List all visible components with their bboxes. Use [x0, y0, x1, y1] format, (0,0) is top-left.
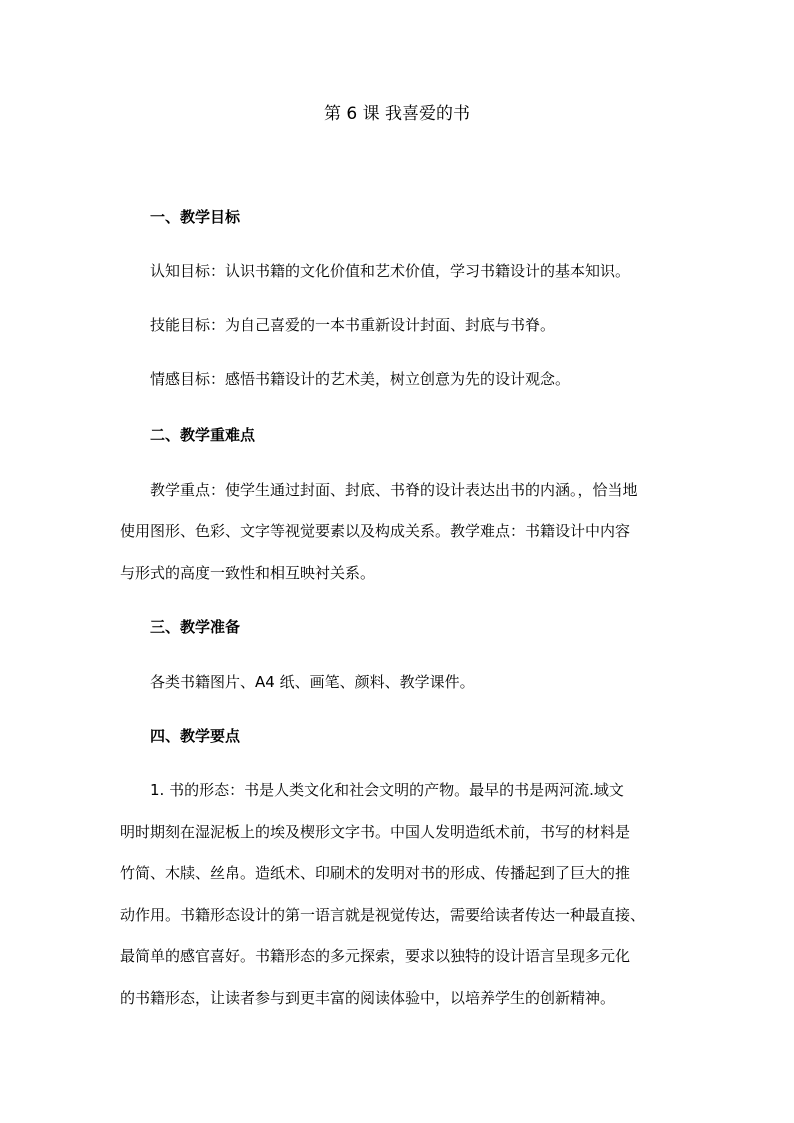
paragraph-book-form-line-3: 竹简、木牍、丝帛。造纸术、印刷术的发明对书的形成、传播起到了巨大的推 [120, 864, 631, 882]
paragraph-cognitive-goal: 认知目标：认识书籍的文化价值和艺术价值，学习书籍设计的基本知识。 [150, 262, 631, 280]
section-heading-preparation: 三、教学准备 [150, 618, 241, 636]
paragraph-book-form-line-6: 的书籍形态，让读者参与到更丰富的阅读体验中，以培养学生的创新精神。 [120, 989, 616, 1007]
paragraph-book-form-line-2: 明时期刻在湿泥板上的埃及楔形文字书。中国人发明造纸术前，书写的材料是 [120, 823, 631, 841]
section-heading-objectives: 一、教学目标 [150, 208, 241, 226]
paragraph-key-points-line-2: 使用图形、色彩、文字等视觉要素以及构成关系。教学难点：书籍设计中内容 [120, 522, 631, 540]
lesson-title: 第 6 课 我喜爱的书 [323, 104, 471, 124]
paragraph-book-form-line-1: 1. 书的形态：书是人类文化和社会文明的产物。最早的书是两河流.域文 [150, 781, 624, 799]
paragraph-key-points-line-1: 教学重点：使学生通过封面、封底、书脊的设计表达出书的内涵。，恰当地 [150, 481, 638, 499]
paragraph-skill-goal: 技能目标：为自己喜爱的一本书重新设计封面、封底与书脊。 [150, 316, 556, 334]
section-heading-teaching-points: 四、教学要点 [150, 727, 241, 745]
section-heading-key-points: 二、教学重难点 [150, 426, 256, 444]
paragraph-emotion-goal: 情感目标：感悟书籍设计的艺术美，树立创意为先的设计观念。 [150, 370, 571, 388]
paragraph-book-form-line-5: 最简单的感官喜好。书籍形态的多元探索，要求以独特的设计语言呈现多元化 [120, 947, 631, 965]
paragraph-book-form-line-4: 动作用。书籍形态设计的第一语言就是视觉传达，需要给读者传达一种最直接、 [120, 906, 646, 924]
paragraph-key-points-line-3: 与形式的高度一致性和相互映衬关系。 [120, 564, 376, 582]
paragraph-materials: 各类书籍图片、A4 纸、画笔、颜料、教学课件。 [150, 673, 475, 691]
